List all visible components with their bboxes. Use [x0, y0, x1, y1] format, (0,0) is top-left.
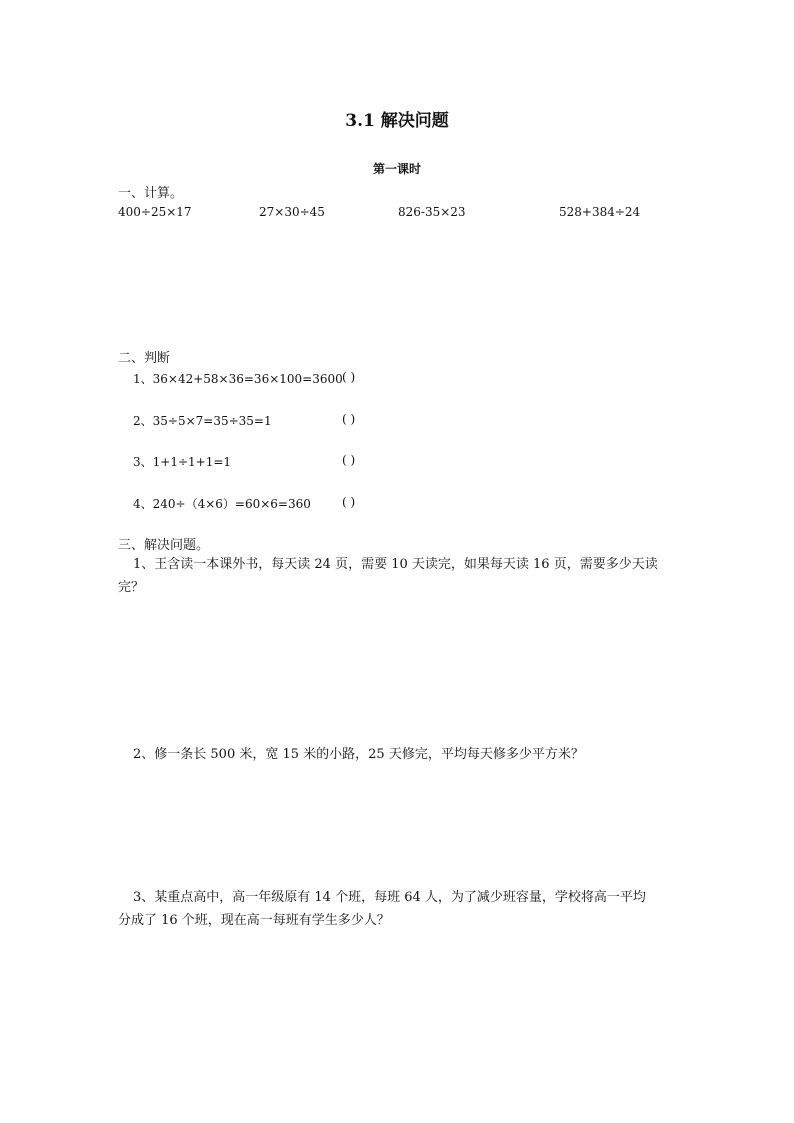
problem-line: 2、修一条长 500 米，宽 15 米的小路，25 天修完，平均每天修多少平方米？ — [133, 747, 584, 762]
judge-item: 1、36×42+58×36=36×100=3600 — [133, 372, 343, 386]
answer-paren[interactable]: ( ) — [342, 370, 356, 384]
problem-line: 3、某重点高中，高一年级原有 14 个班，每班 64 人，为了减少班容量，学校将高一平均 — [133, 890, 646, 905]
problem-line-cont: 完？ — [118, 580, 145, 595]
judge-item: 4、240÷（4×6）=60×6=360 — [133, 497, 311, 511]
section-heading-judge: 二、判断 — [118, 351, 171, 366]
answer-paren[interactable]: ( ) — [342, 495, 356, 509]
calc-item: 27×30÷45 — [259, 205, 325, 219]
answer-paren[interactable]: ( ) — [342, 412, 356, 426]
answer-paren[interactable]: ( ) — [342, 453, 356, 467]
judge-item: 3、1+1÷1+1=1 — [133, 455, 232, 469]
word-problem — [133, 743, 693, 766]
calc-item: 826-35×23 — [398, 205, 466, 219]
problem-line-cont: 分成了 16 个班，现在高一每班有学生多少人？ — [118, 913, 390, 928]
calc-item: 400÷25×17 — [118, 205, 192, 219]
page-subtitle: 第一课时 — [372, 162, 421, 176]
problem-line: 1、王含读一本课外书，每天读 24 页，需要 10 天读完，如果每天读 16 页，需要多少天读 — [133, 557, 658, 572]
calc-item: 528+384÷24 — [559, 205, 641, 219]
judge-item: 2、35÷5×7=35÷35=1 — [133, 414, 272, 428]
section-heading-calc: 一、计算。 — [118, 186, 184, 201]
page-title: 3.1 解决问题 — [345, 111, 449, 131]
section-heading-problems: 三、解决问题。 — [118, 538, 210, 553]
word-problem — [133, 886, 693, 909]
word-problem — [133, 553, 693, 576]
